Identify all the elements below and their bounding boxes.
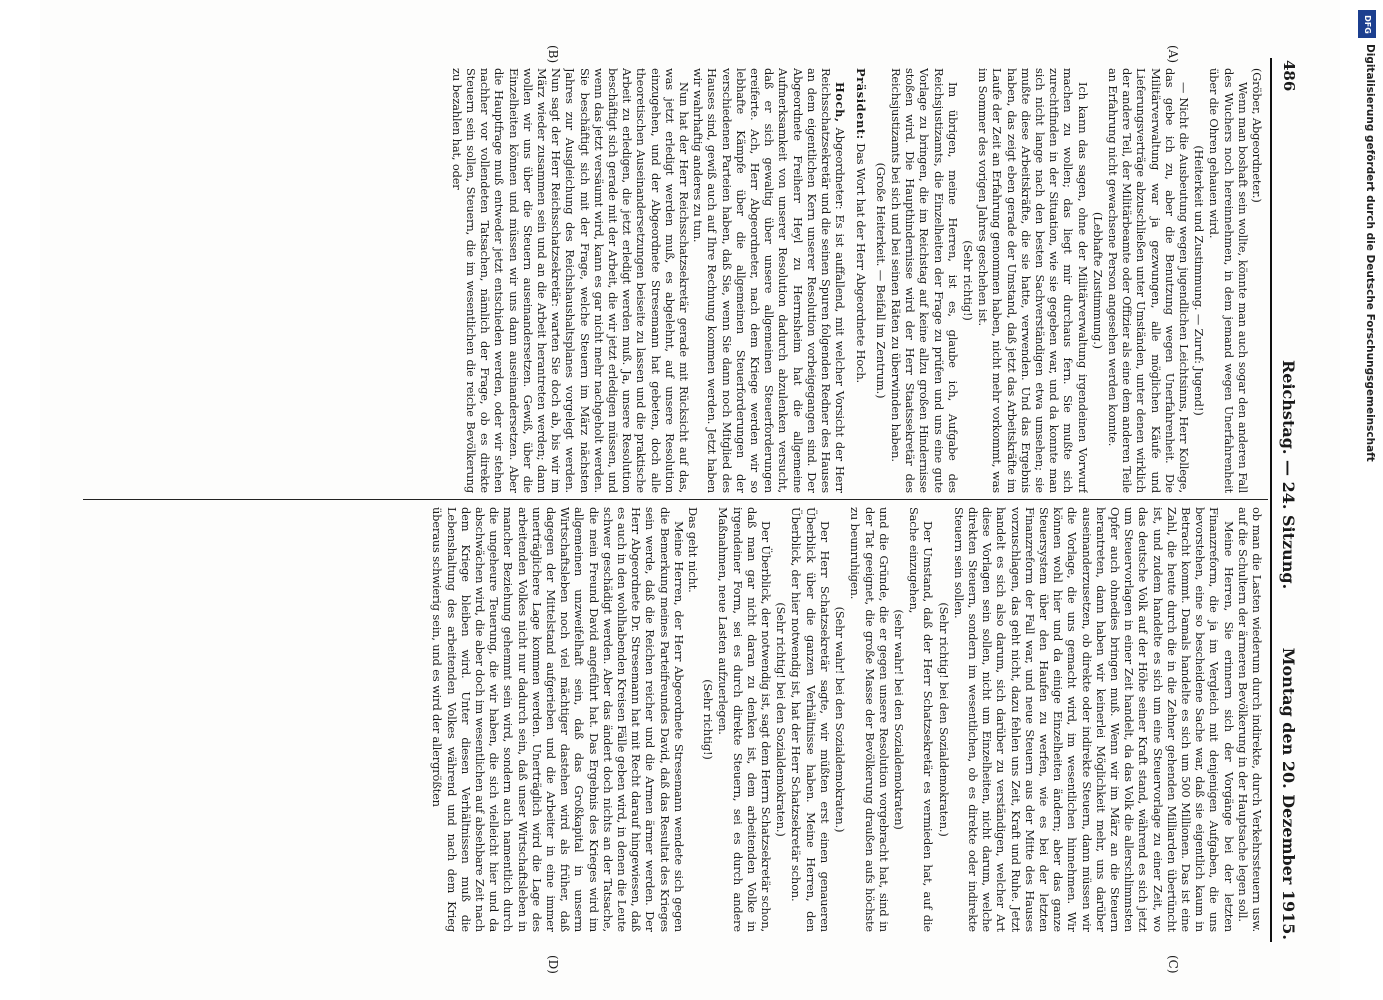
paragraph: Wenn man boshaft sein wollte, könnte man auch sogar den anderen Fall des Wuchers noch hereinnehmen, in dem jemand wegen Unerfahrenheit über die Ohren gehauen wird.: [1207, 68, 1250, 493]
margin-mark-a: (A): [1166, 45, 1180, 64]
session-date: Montag den 20. Dezember 1915.: [1279, 647, 1298, 940]
dfg-logo-icon: DFG: [1358, 10, 1376, 38]
paragraph: Es ist auffallend, mit welcher Vorsicht der Herr Reichsschatzsekretär und die seinen Spuren folgenden Redner des Hauses an dem eigentlichen Kern unserer Resolution vorbeigegangen sind. Der Abgeordnete Freiherr Heyl zu Herrnsheim hat die allgemeine Aufmerksamkeit von unserer Resolution dadurch abzulenken versucht, daß er sich gewaltig über unsere allgemeinen Steuerforderungen ereiferte. Ach, Herr Abgeordneter, nach dem Kriege werden wir so lebhafte Kämpfe über die allgemeinen Steuerforderungen der verschiedenen Parteien haben, daß Sie, wenn Sie dann noch Mitglied des Hauses sind, gewiß auch auf Ihre Rechnung kommen werden. Jetzt haben wir wahrhaftig anderes zu tun.: [691, 68, 848, 493]
paragraph: — Nicht die Ausbeutung wegen jugendlichen Leichtsinns, Herr Kollege, das gebe ich zu, aber die Benutzung wegen Unerfahrenheit. Die Militärverwaltung war ja gezwungen, alle möglichen Käufe und Lieferungsverträge abzuschließen unter Umständen, unter denen wirklich der andere Teil, der Militärbeamte oder Offizier als eine dem anderen Teile an Erfahrung nicht gewachsene Person angesehen werden konnte.: [1105, 68, 1191, 493]
paragraph: Meine Herren, der Herr Abgeordnete Stresemann wendete sich gegen die Bemerkung meines Parteifreundes David, daß das Resultat des Krieges sein werde, daß die Reichen reicher und die Armen ärmer werden. Der Herr Abgeordnete Dr. Stresemann hat mit Recht darauf hingewiesen, daß es auch in den wohlhabenden Kreisen Fälle geben wird, in denen die Leute schwer geschädigt werden. Aber das ändert doch nichts an der Tatsache, die mein Freund David angeführt hat. Das Ergebnis des Krieges wird im allgemeinen unzweifelhaft sein, daß das Großkapital in unserm Wirtschaftsleben noch viel mächtiger dastehen wird als früher, daß dagegen der Mittelstand aufgerieben und die Arbeiter in eine immer unerträglichere Lage kommen werden. Unerträglich wird die Lage des arbeitenden Volkes nicht nur dadurch sein, daß unser Wirtschaftsleben in mancher Beziehung gehemmt sein wird, sondern auch namentlich durch die ungeheure Teuerung, die wir haben, die sich vielleicht hier und da abschwächen wird, die aber doch im wesentlichen auf absehbare Zeit nach dem Kriege bleiben wird. Unter diesen Verhältnissen muß die Lebenshaltung des arbeitenden Volkes während und nach dem Krieg überaus schwierig sein, und es wird der allergrößten: [430, 507, 686, 932]
margin-mark-b: (B): [546, 45, 560, 64]
paragraph: Nun hat der Herr Reichsschatzsekretär gerade mit Rücksicht auf das, was jetzt erledigt werden muß, es abgelehnt, auf unsere Resolution einzugehen, und der Abgeordnete Stresemann hat gebeten, doch alle theoretischen Auseinandersetzungen beiseite zu lassen und die praktische Arbeit zu erledigen, die jetzt erledigt werden muß. Ja, unsere Resolution beschäftigt sich gerade mit der Arbeit, die wir jetzt erledigen müssen, und wenn das jetzt versäumt wird, kann es gar nicht mehr nachgeholt werden. Sie beschäftigt sich mit der Frage, welche Steuern im März nächsten Jahres zur Ausgleichung des Reichshaushaltsplanes vorgelegt werden. Nun sagt der Herr Reichsschatzsekretär: warten Sie doch ab, bis wir im März wieder zusammen sein und an die Arbeit herantreten werden; dann wollen wir uns über die Steuern auseinandersetzen. Gewiß, über die Einzelheiten können und müssen wir uns dann auseinandersetzen. Aber die Hauptfrage muß entweder jetzt entschieden werden, oder wir stehen nachher vor vollendeten Tatsachen, nämlich der Frage, ob es direkte Steuern sein sollen, Steuern, die im wesentlichen die reiche Bevölkerung zu bezahlen hat, oder: [449, 68, 692, 493]
left-column: [79, 68, 1264, 493]
margin-mark-d: (D): [546, 955, 560, 974]
reaction: (Sehr richtig! bei den Sozialdemokraten.): [774, 602, 789, 837]
reaction: (Sehr wahr! bei den Sozialdemokraten.): [833, 606, 848, 833]
president-text: Das Wort hat der Herr Abgeordnete Hoch.: [853, 143, 868, 384]
reaction: (sehr wahr! bei den Sozialdemokraten): [891, 609, 906, 830]
paragraph: Der Umstand, daß der Herr Schatzsekretär es vermieden hat, auf die Sache einzugehen,: [907, 507, 936, 932]
paragraph: ob man die Lasten wiederum durch indirekte, durch Verkehrssteuern usw. auf die Schultern der ärmeren Bevölkerung in der Hauptsache legen soll.: [1235, 507, 1264, 932]
paragraph: Meine Herren, Sie erinnern sich der Vorgänge bei der letzten Finanzreform, die ja im Vergleich mit denjenigen Aufgaben, die uns bevorstehen, eine so bescheidene Sache war, daß sie eigentlich kaum in Betracht kommt. Damals handelte es sich um 500 Millionen. Das ist eine Zahl, die heute durch die in die Zehner gehenden Milliarden übertüncht ist, und zudem handelte es sich um eine Steuervorlage zu einer Zeit, wo das deutsche Volk auf der Höhe seiner Kraft stand, während es sich jetzt um Steuervorlagen in einer Zeit handelt, da das Volk die allerschlimmsten Opfer auch ohnedies bringen muß. Wenn wir im März an die Steuern herantreten, dann haben wir keinerlei Möglichkeit mehr, uns darüber auseinanderzusetzen, ob direkte oder indirekte Steuern, dann müssen wir die Vorlage, die uns gemacht wird, im wesentlichen hinnehmen. Wir können wohl hier und da einige Einzelheiten ändern; aber das ganze Steuersystem über den Haufen zu werfen, wie es bei der letzten Finanzreform der Fall war, und neue Steuern aus der Mitte des Hauses vorzuschlagen, das geht nicht, dazu fehlen uns Zeit, Kraft und Ruhe. Jetzt handelt es sich also darum, sich darüber zu verständigen, welcher Art diese Vorlagen sein sollen, nicht um Einzelheiten, nicht darum, welche direkten Steuern, sondern im wesentlichen, ob es direkte oder indirekte Steuern sein sollen.: [951, 507, 1236, 932]
president-line: [853, 68, 867, 493]
paragraph: Das geht nicht.: [686, 507, 701, 593]
speaker-name: Hoch,: [833, 82, 848, 123]
paragraph: Ich kann das sagen, ohne der Militärverwaltung irgendeinen Vorwurf machen zu wollen; das liegt mir durchaus fern. Sie mußte sich zurechtfinden in der Situation, wie sie gegeben war, und da konnte man sich nicht lange nach den besten Sachverständigen etwa umsehen; sie mußte diese Arbeitskräfte, die sie hatte, verwenden. Und das Ergebnis haben, das zeigt eben gerade der Umstand, daß jetzt das Arbeitskräfte im Laufe der Zeit an Erfahrung genommen haben, nicht mehr vorkommt, was im Sommer des vorigen Jahres geschehen ist.: [976, 68, 1090, 493]
speaker-intro: [691, 68, 847, 493]
president-label: Präsident:: [853, 68, 868, 140]
paragraph: und die Gründe, die er gegen unsere Resolution vorgebracht hat, sind in der Tat geeignet, die große Masse der Bevölkerung draußen aufs höchste zu beunruhigen.: [848, 507, 891, 932]
reaction: (Sehr richtig!): [960, 240, 975, 321]
header-rule: [1270, 58, 1272, 942]
paragraph: Der Überblick, der notwendig ist, sagt dem Herrn Schatzsekretär schon, daß man gar nicht daran zu denken ist, dem arbeitenden Volke in irgendeiner Form, sei es durch direkte Steuern, sei es durch andere Maßnahmen, neue Lasten aufzuerlegen.: [716, 507, 774, 932]
reaction: (Lebhafte Zustimmung.): [1090, 212, 1105, 349]
page-header: [1274, 60, 1298, 940]
reaction: (Sehr richtig!): [701, 679, 716, 760]
speaker-role: Abgeordneter:: [833, 127, 848, 210]
paragraph: Der Herr Schatzsekretär sagte, wir müßten erst einen genaueren Überblick über die ganzen Verhältnisse haben. Meine Herren, den Überblick, der hier notwendig ist, hat der Herr Schatzsekretär schon.: [789, 507, 832, 932]
credit-text: Digitalisierung gefördert durch die Deutsche Forschungsgemeinschaft: [1364, 44, 1376, 462]
column-divider: [83, 499, 1268, 500]
digitization-credit: [1356, 10, 1382, 990]
reaction: (Große Heiterkeit. — Beifall im Zentrum.): [873, 162, 888, 399]
page-number: 486: [1280, 60, 1298, 92]
reaction: (Sehr richtig! bei den Sozialdemokraten.): [936, 602, 951, 837]
paragraph: Im übrigen, meine Herren, ist es, glaube ich, Aufgabe des Reichsjustizamts, die Einzelheiten der Frage zu prüfen und uns eine gute Vorlage zu bringen, die im Reichstag auf keine allzu großen Hindernisse stoßen wird. Die Haupthindernisse wird der Herr Staatssekretär des Reichsjustizamts bei sich und bei seinen Räten zu überwinden haben.: [888, 68, 960, 493]
rotated-document-sheet: [40, 0, 1340, 1000]
right-column: [79, 507, 1264, 932]
speaker-tag: (Gröber, Abgeordneter.): [1250, 68, 1264, 203]
margin-mark-c: (C): [1166, 955, 1180, 974]
reaction: (Heiterkeit und Zustimmung. — Zuruf: Jugend!): [1192, 145, 1207, 416]
session-title: Reichstag. — 24. Sitzung.: [1279, 360, 1298, 590]
